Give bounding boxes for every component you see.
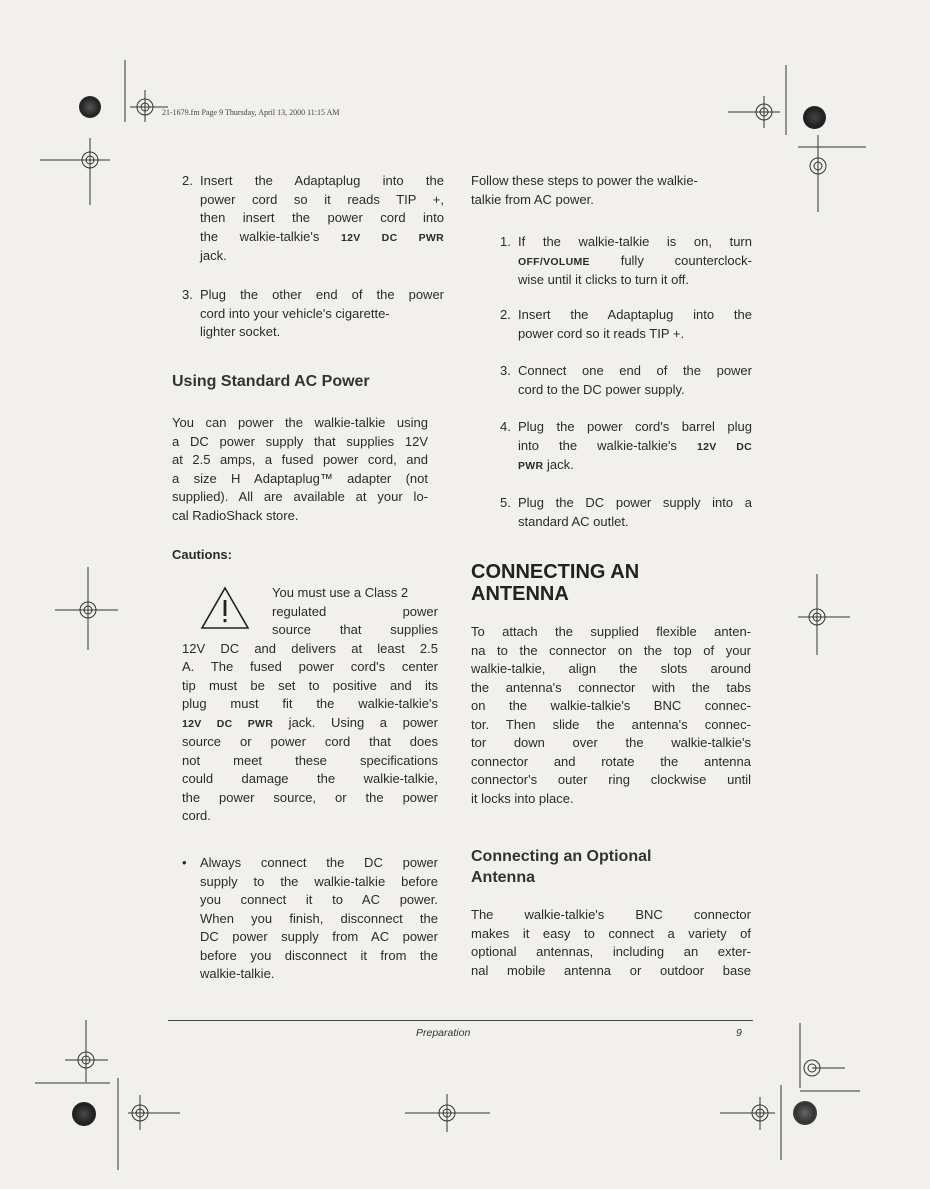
section-heading: Using Standard AC Power (172, 373, 370, 390)
paragraph: You can power the walkie-talkie using a DC power supply that supplies 12V at 2.5 amps, a fused power cord, and a size H Adaptaplug™ adapter (not supplied). All are available at your lo- cal RadioShack store. (172, 415, 428, 523)
bullet: • (182, 855, 187, 870)
paragraph: The walkie-talkie's BNC connector makes it easy to connect a variety of optional antennas, including an exter- nal mobile antenna or outdoor base (471, 907, 751, 978)
step-number: 3. (500, 363, 511, 378)
cautions-label: Cautions: (172, 547, 232, 562)
step-number: 4. (500, 419, 511, 434)
caution-text: You must use a Class 2 regulated power source that supplies 12V DC and delivers at least 2.5 A. The fused power cord's center tip must be set to positive and its plug must fit the walkie-talkie's 12V DC PWR jack. Using a power source or power cord that does not meet these specifications could damage the walkie-talkie, the power source, or the power cord. (182, 585, 438, 823)
step-number: 5. (500, 495, 511, 510)
registration-dot-icon (793, 1101, 817, 1125)
list-item: • Always connect the DC power supply to the walkie-talkie before you connect it to AC power. When you finish, disconnect the DC power supply from AC power before you disconnect it from the walkie-talkie. (182, 855, 438, 981)
step-number: 2. (182, 173, 193, 188)
step-number: 2. (500, 307, 511, 322)
page-number: 9 (736, 1027, 742, 1039)
registration-dot-icon (803, 106, 826, 129)
registration-dot-icon (72, 1102, 96, 1126)
section-heading: CONNECTING AN ANTENNA (471, 561, 640, 605)
subsection-heading: Connecting an Optional Antenna (471, 848, 652, 886)
step-number: 3. (182, 287, 193, 302)
step-number: 1. (500, 234, 511, 249)
paragraph: Follow these steps to power the walkie- talkie from AC power. (471, 173, 698, 207)
footer-rule (168, 1020, 753, 1021)
footer-section-title: Preparation (416, 1027, 471, 1039)
file-info-header: 21-1679.fm Page 9 Thursday, April 13, 2000 11:15 AM (162, 108, 340, 117)
crosshair-icon (0, 0, 1, 1)
registration-dot-icon (79, 96, 101, 118)
paragraph: To attach the supplied flexible anten- na to the connector on the top of your walkie-talkie, align the slots around the antenna's connector with the tabs on the walkie-talkie's BNC connec- tor. Then slide the antenna's connec- tor down over the walkie-talkie's connector and rotate the antenna connector's outer ring clockwise until it locks into place. (471, 624, 751, 806)
